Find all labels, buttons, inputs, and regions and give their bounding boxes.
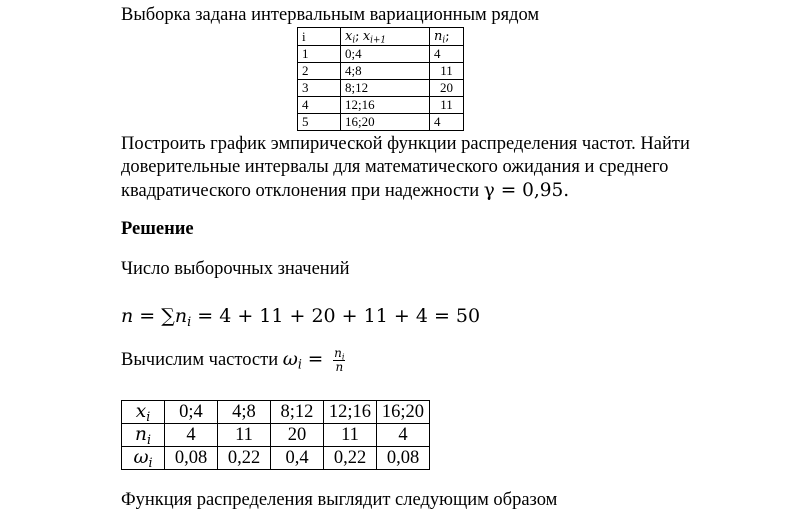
cell: 1 <box>298 46 341 63</box>
frequency-line: Вычислим частости $\omega_i$ = $\frac{n_i}{n}$ <box>121 346 345 374</box>
cell: 11 <box>430 97 464 114</box>
cell: 11 <box>218 424 271 447</box>
task-line-2: доверительные интервалы для математического ожидания и среднего <box>121 157 669 177</box>
cell: 2 <box>298 63 341 80</box>
cell: 5 <box>298 114 341 131</box>
task-line-1: Построить график эмпирической функции распределения частот. Найти <box>121 134 690 154</box>
cell: 16;20 <box>377 401 430 424</box>
cell: 4 <box>430 114 464 131</box>
intro-text: Выборка задана интервальным вариационным рядом <box>121 5 540 25</box>
closing-text: Функция распределения выглядит следующим образом <box>121 490 558 510</box>
cell: 20 <box>430 80 464 97</box>
table-row <box>298 46 464 63</box>
table-row <box>122 447 430 470</box>
table-row <box>298 114 464 131</box>
cell: 16;20 <box>341 114 430 131</box>
cell: 4;8 <box>341 63 430 80</box>
task-line-3: квадратического отклонения при надежности γ = 0,95. <box>121 180 570 201</box>
cell: 8;12 <box>341 80 430 97</box>
count-label: Число выборочных значений <box>121 259 350 279</box>
cell: 11 <box>430 63 464 80</box>
cell: 12;16 <box>324 401 377 424</box>
cell: 0,08 <box>165 447 218 470</box>
cell: 8;12 <box>271 401 324 424</box>
table-row <box>122 424 430 447</box>
header-interval: $x_i$; $x_{i+1}$ <box>341 28 430 46</box>
table-row <box>298 97 464 114</box>
cell: 0,22 <box>324 447 377 470</box>
table-row <box>298 63 464 80</box>
cell: 4 <box>430 46 464 63</box>
cell: 4 <box>298 97 341 114</box>
cell: 0;4 <box>341 46 430 63</box>
interval-series-table <box>297 27 464 131</box>
row-label-n: $n_i$ <box>122 424 165 447</box>
table-row <box>122 401 430 424</box>
table-header-row <box>298 28 464 46</box>
cell: 4 <box>165 424 218 447</box>
cell: 4;8 <box>218 401 271 424</box>
cell: 3 <box>298 80 341 97</box>
sample-size-formula: $n = \sum n_i = 4 + 11 + 20 + 11 + 4 = 50$ <box>121 305 481 330</box>
cell: 12;16 <box>341 97 430 114</box>
frequency-fraction: $\frac{n_i}{n}$ <box>334 346 345 374</box>
cell: 0,08 <box>377 447 430 470</box>
header-i: i <box>298 28 341 46</box>
cell: 0,4 <box>271 447 324 470</box>
cell: 20 <box>271 424 324 447</box>
row-label-x: $x_i$ <box>122 401 165 424</box>
cell: 0,22 <box>218 447 271 470</box>
gamma-value: γ = 0,95. <box>483 180 570 201</box>
cell: 0;4 <box>165 401 218 424</box>
table-row <box>298 80 464 97</box>
solution-heading: Решение <box>121 219 194 239</box>
frequency-table <box>121 400 430 470</box>
cell: 4 <box>377 424 430 447</box>
row-label-omega: $\omega_i$ <box>122 447 165 470</box>
header-ni: $n_i$; <box>430 28 464 46</box>
cell: 11 <box>324 424 377 447</box>
